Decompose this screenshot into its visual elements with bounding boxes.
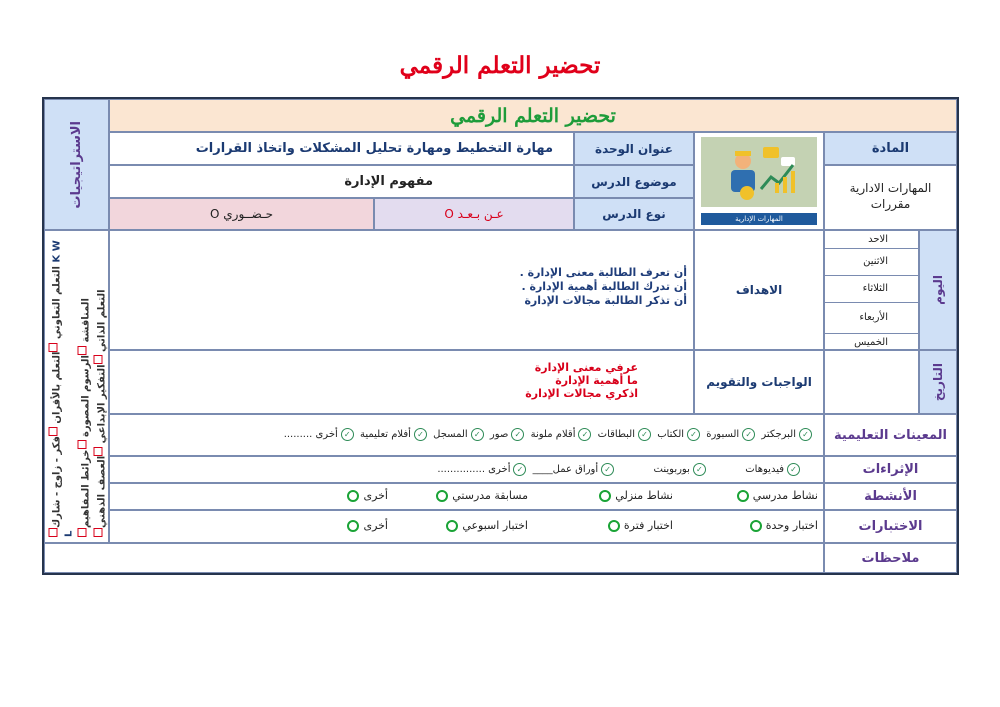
enrichment-item[interactable]: بوربوينت — [653, 464, 690, 475]
page-title: تحضير التعلم الرقمي — [399, 52, 601, 79]
strategy-item[interactable]: التفكير الإبداعي — [96, 364, 108, 444]
strategy-item[interactable]: المناقشة — [80, 298, 91, 343]
activity-option[interactable]: نشاط مدرسي — [733, 489, 818, 502]
objective-item: أن تدرك الطالبة أهمية الإدارة . — [521, 280, 687, 293]
homework-label: الواجبات والتقويم — [694, 350, 824, 414]
objectives-cell — [109, 230, 694, 350]
objective-item: أن تعرف الطالبة معنى الإدارة . — [519, 266, 687, 279]
subject-track: مقررات — [870, 197, 911, 211]
resource-item[interactable]: البطاقات — [597, 429, 635, 440]
homework-item: اذكري مجالات الإدارة — [525, 387, 638, 400]
activity-option[interactable]: مسابقة مدرستي — [432, 489, 528, 502]
tests-label: الاختبارات — [824, 510, 957, 543]
enrichment-item[interactable]: فيديوهات — [745, 464, 784, 475]
test-option[interactable]: أخرى — [343, 519, 388, 532]
activities-cell — [109, 483, 824, 510]
management-illustration — [701, 137, 817, 207]
strategy-item[interactable]: التعلم التعاوني — [51, 266, 63, 340]
resource-item[interactable]: صور — [489, 429, 509, 440]
lesson-type-label: نوع الدرس — [574, 198, 694, 230]
subject-label: المادة — [824, 132, 957, 165]
resources-cell: ✓البرجكتر ✓السبورة ✓الكتاب ✓البطاقات ✓أقلام ملونة ✓صور ✓المسجل ✓أفلام تعليمية ✓أخرى ......... — [109, 414, 824, 456]
homework-item: ما أهمية الإدارة — [555, 374, 638, 387]
notes-label: ملاحظات — [824, 543, 957, 573]
test-option[interactable]: اختبار اسبوعي — [442, 519, 528, 532]
tests-cell — [109, 510, 824, 543]
resource-item[interactable]: البرجكتر — [761, 429, 796, 440]
strategy-item[interactable]: التعلم بالأقران — [51, 351, 63, 424]
day-list — [824, 230, 919, 350]
test-option[interactable]: اختبار وحدة — [746, 519, 818, 532]
unit-label: عنوان الوحدة — [574, 132, 694, 165]
day-label-cell — [919, 230, 957, 350]
day-item[interactable]: الاثنين — [825, 249, 918, 276]
homework-item: عرفي معنى الإدارة — [534, 361, 638, 374]
strategy-item[interactable]: K W L — [51, 240, 75, 537]
image-caption: المهارات الإدارية — [701, 213, 817, 225]
subject-value: المهارات الادارية — [849, 181, 932, 195]
enrichment-cell: ✓فيديوهات ✓بوربوينت ✓أوراق عمل____ ✓أخرى ............... — [109, 456, 824, 483]
notes-value[interactable] — [44, 543, 824, 573]
strategy-item[interactable]: الرسوم المصورة — [80, 355, 91, 438]
resource-item[interactable]: أخرى ......... — [283, 429, 338, 440]
remote-option[interactable]: عـن بـعـد O — [374, 198, 574, 230]
date-label: التاريخ — [931, 362, 945, 402]
activity-option[interactable]: أخرى — [343, 489, 388, 502]
enrichment-label: الإثراءات — [824, 456, 957, 483]
lesson-topic-value: مفهوم الإدارة — [109, 165, 574, 198]
lesson-plan-table — [42, 97, 959, 575]
strategy-item[interactable]: فكر - زاوج - شارك — [51, 436, 63, 528]
date-value[interactable] — [824, 350, 919, 414]
strategy-item[interactable]: التعلم الذاتي — [96, 289, 108, 353]
resource-item[interactable]: أقلام ملونة — [530, 429, 576, 440]
strategies-label: الاستراتيجيات — [69, 120, 84, 209]
objectives-label: الاهداف — [694, 230, 824, 350]
activities-label: الأنشطة — [824, 483, 957, 510]
objective-item: أن تذكر الطالبة مجالات الإدارة — [524, 294, 687, 307]
lesson-image-cell — [694, 132, 824, 230]
resource-item[interactable]: الكتاب — [657, 429, 685, 440]
manager-icon — [701, 137, 817, 207]
resource-item[interactable]: أفلام تعليمية — [359, 429, 411, 440]
day-item[interactable]: الاحد — [825, 231, 918, 249]
strategies-label-cell — [44, 99, 109, 230]
strategies-list — [44, 230, 109, 543]
lesson-topic-label: موضوع الدرس — [574, 165, 694, 198]
strategy-item[interactable]: خرائط المفاهيم — [80, 449, 91, 528]
banner: تحضير التعلم الرقمي — [109, 99, 957, 132]
resources-label: المعينات التعليمية — [824, 414, 957, 456]
enrichment-item[interactable]: أخرى ............... — [437, 464, 511, 475]
homework-cell — [109, 350, 694, 414]
inperson-option[interactable]: حـضــوري O — [109, 198, 374, 230]
day-item[interactable]: الثلاثاء — [825, 276, 918, 303]
unit-value: مهارة التخطيط ومهارة تحليل المشكلات واتخاذ القرارات — [109, 132, 574, 165]
resource-item[interactable]: المسجل — [433, 429, 468, 440]
strategy-item[interactable]: العصف الذهني — [96, 455, 108, 528]
enrichment-item[interactable]: أوراق عمل____ — [532, 464, 599, 475]
day-item[interactable]: الأربعاء — [825, 303, 918, 334]
resource-item[interactable]: السبورة — [706, 429, 740, 440]
day-item[interactable]: الخميس — [854, 337, 888, 348]
test-option[interactable]: اختبار فترة — [604, 519, 673, 532]
subject-value-cell — [824, 165, 957, 230]
day-label: اليوم — [931, 275, 945, 305]
activity-option[interactable]: نشاط منزلي — [595, 489, 673, 502]
date-label-cell — [919, 350, 957, 414]
